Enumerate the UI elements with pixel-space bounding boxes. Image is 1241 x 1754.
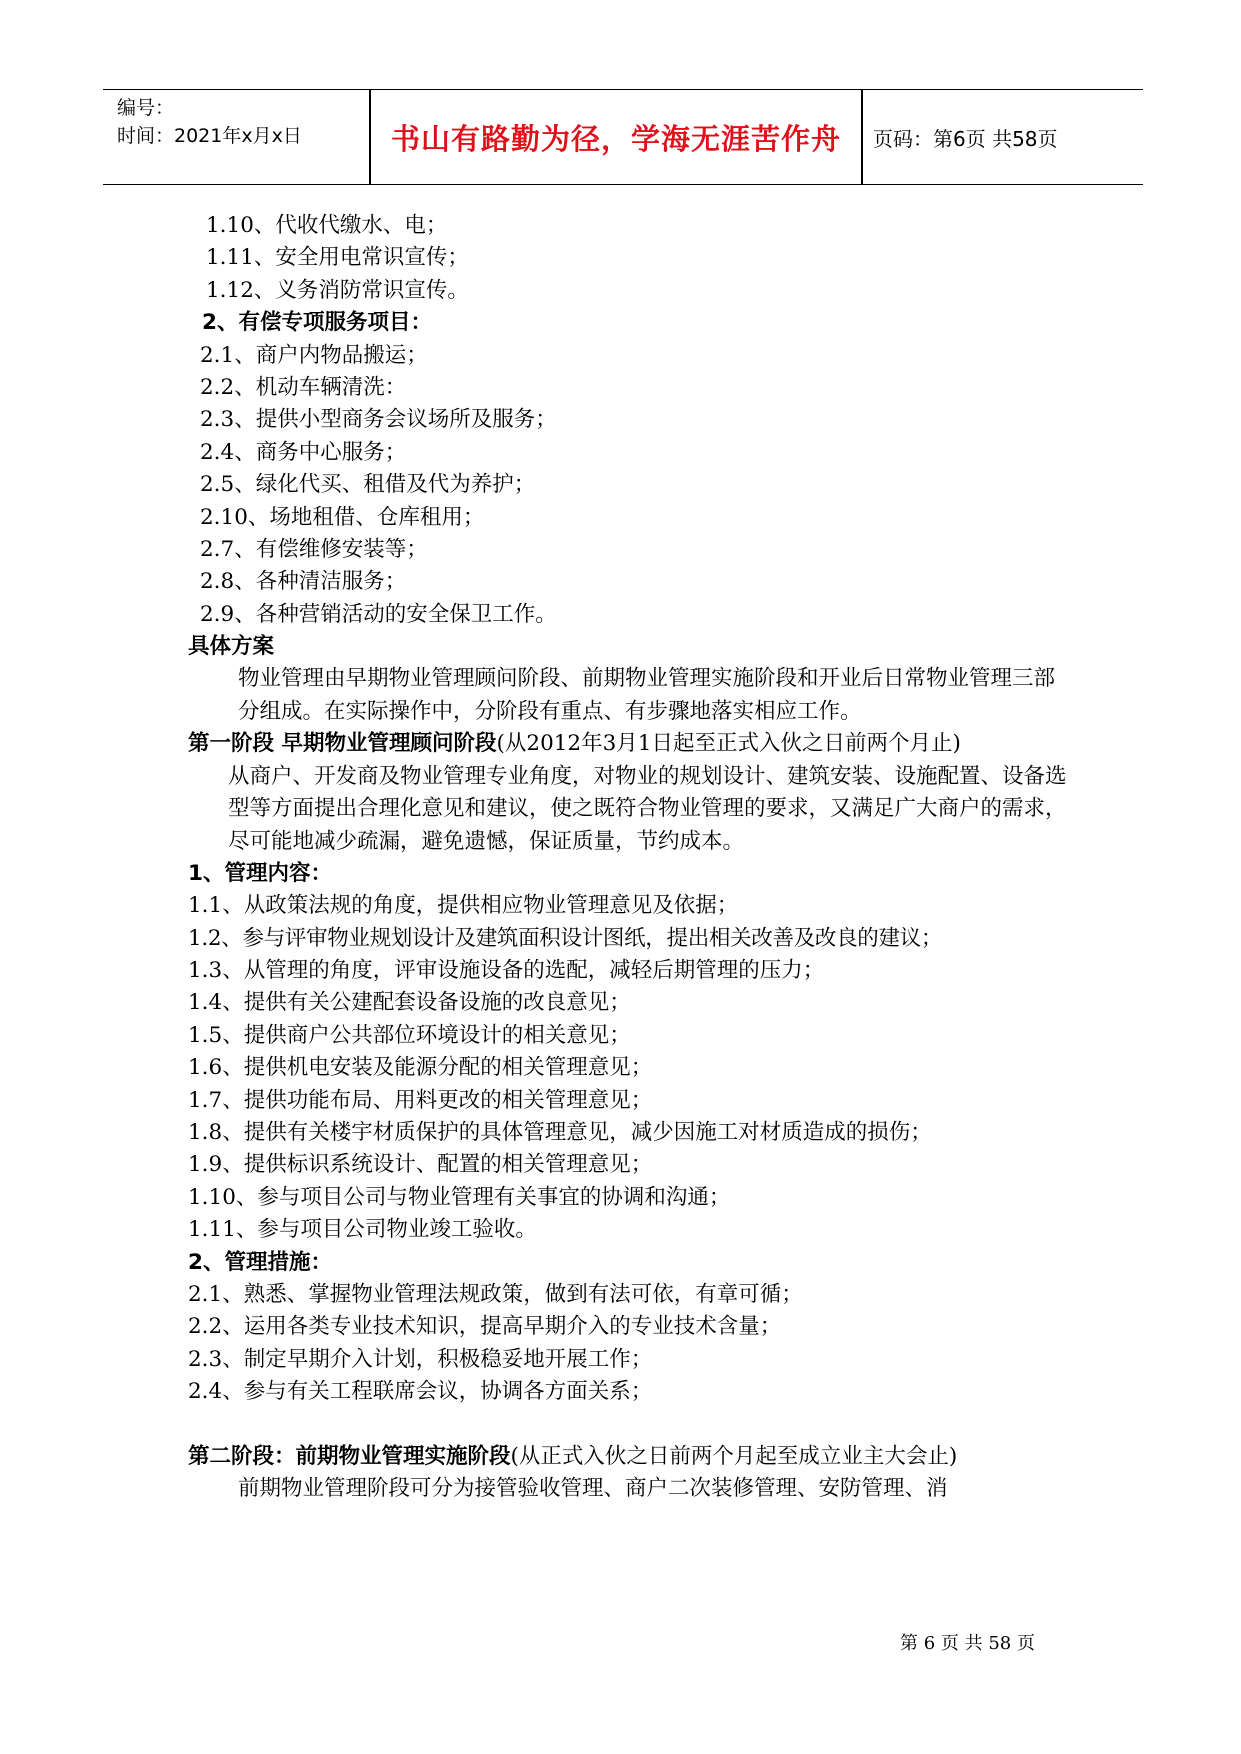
time-label: 时间：2021年x月x日 (117, 125, 302, 147)
list-item: 2.10、场地租借、仓库租用； (200, 504, 485, 530)
list-item: 1.2、参与评审物业规划设计及建筑面积设计图纸，提出相关改善及改良的建议； (188, 925, 943, 951)
paragraph: 前期物业管理阶段可分为接管验收管理、商户二次装修管理、安防管理、消 (238, 1476, 948, 1502)
stage-title: 第一阶段 早期物业管理顾问阶段 (188, 731, 497, 757)
paragraph: 物业管理由早期物业管理顾问阶段、前期物业管理实施阶段和开业后日常物业管理三部分组成。在实际操作中，分阶段有重点、有步骤地落实相应工作。 (238, 666, 1056, 724)
stage-heading (188, 728, 1068, 760)
list-item: 1.12、义务消防常识宣传。 (206, 277, 469, 303)
list-item: 1.1、从政策法规的角度，提供相应物业管理意见及依据； (188, 893, 739, 919)
document-body (188, 210, 1068, 1506)
list-item: 1.7、提供功能布局、用料更改的相关管理意见； (188, 1087, 653, 1113)
number-label: 编号： (117, 97, 175, 119)
stage-heading (188, 1441, 1068, 1473)
list-item: 2.1、商户内物品搬运； (200, 342, 428, 368)
list-item: 1.5、提供商户公共部位环境设计的相关意见； (188, 1022, 631, 1048)
list-item: 2.8、各种清洁服务； (200, 569, 407, 595)
list-item: 2.3、制定早期介入计划，积极稳妥地开展工作； (188, 1346, 653, 1372)
stage-title: 第二阶段：前期物业管理实施阶段 (188, 1443, 511, 1469)
list-item: 1.4、提供有关公建配套设备设施的改良意见； (188, 990, 631, 1016)
list-item: 2.7、有偿维修安装等； (200, 536, 428, 562)
list-item: 2.2、运用各类专业技术知识，提高早期介入的专业技术含量； (188, 1314, 782, 1340)
header-motto: 书山有路勤为径，学海无涯苦作舟 (390, 121, 841, 156)
list-item: 1.10、代收代缴水、电； (206, 213, 448, 238)
list-item: 1.9、提供标识系统设计、配置的相关管理意见； (188, 1152, 653, 1178)
list-item: 1.8、提供有关楼宇材质保护的具体管理意见，减少因施工对材质造成的损伤； (188, 1120, 932, 1146)
header-meta (117, 94, 367, 150)
paragraph: 从商户、开发商及物业管理专业角度，对物业的规划设计、建筑安装、设施配置、设备选型等方面提出合理化意见和建议，使之既符合物业管理的要求，又满足广大商户的需求，尽可能地减少疏漏，避免遗憾，保证质量，节约成本。 (228, 763, 1067, 854)
list-item: 2.9、各种营销活动的安全保卫工作。 (200, 601, 557, 627)
list-item: 1.11、安全用电常识宣传； (206, 245, 469, 271)
section-heading: 1、管理内容： (188, 860, 332, 886)
section-heading: 2、有偿专项服务项目： (202, 310, 432, 336)
section-heading: 具体方案 (188, 634, 275, 660)
list-item: 1.10、参与项目公司与物业管理有关事宜的协调和沟通； (188, 1184, 731, 1210)
list-item: 2.1、熟悉、掌握物业管理法规政策，做到有法可依，有章可循； (188, 1281, 803, 1307)
list-item: 1.11、参与项目公司物业竣工验收。 (188, 1217, 537, 1243)
page-header (103, 89, 1143, 185)
header-divider (861, 90, 863, 184)
list-item: 2.4、商务中心服务； (200, 439, 407, 465)
stage-range: (从正式入伙之日前两个月起至成立业主大会止) (510, 1443, 958, 1469)
list-item: 2.4、参与有关工程联席会议，协调各方面关系； (188, 1379, 653, 1405)
page-footer: 第 6 页 共 58 页 (900, 1633, 1035, 1654)
list-item: 1.3、从管理的角度，评审设施设备的选配，减轻后期管理的压力； (188, 958, 825, 984)
section-heading: 2、管理措施： (188, 1249, 332, 1275)
spacer (188, 1409, 1068, 1441)
list-item: 2.2、机动车辆清洗： (200, 374, 407, 400)
header-page-number: 页码：第6页 共58页 (873, 126, 1058, 151)
list-item: 2.5、绿化代买、租借及代为养护； (200, 472, 536, 498)
stage-range: (从2012年3月1日起至正式入伙之日前两个月止) (496, 731, 961, 757)
list-item: 1.6、提供机电安装及能源分配的相关管理意见； (188, 1055, 653, 1081)
list-item: 2.3、提供小型商务会议场所及服务； (200, 407, 557, 433)
